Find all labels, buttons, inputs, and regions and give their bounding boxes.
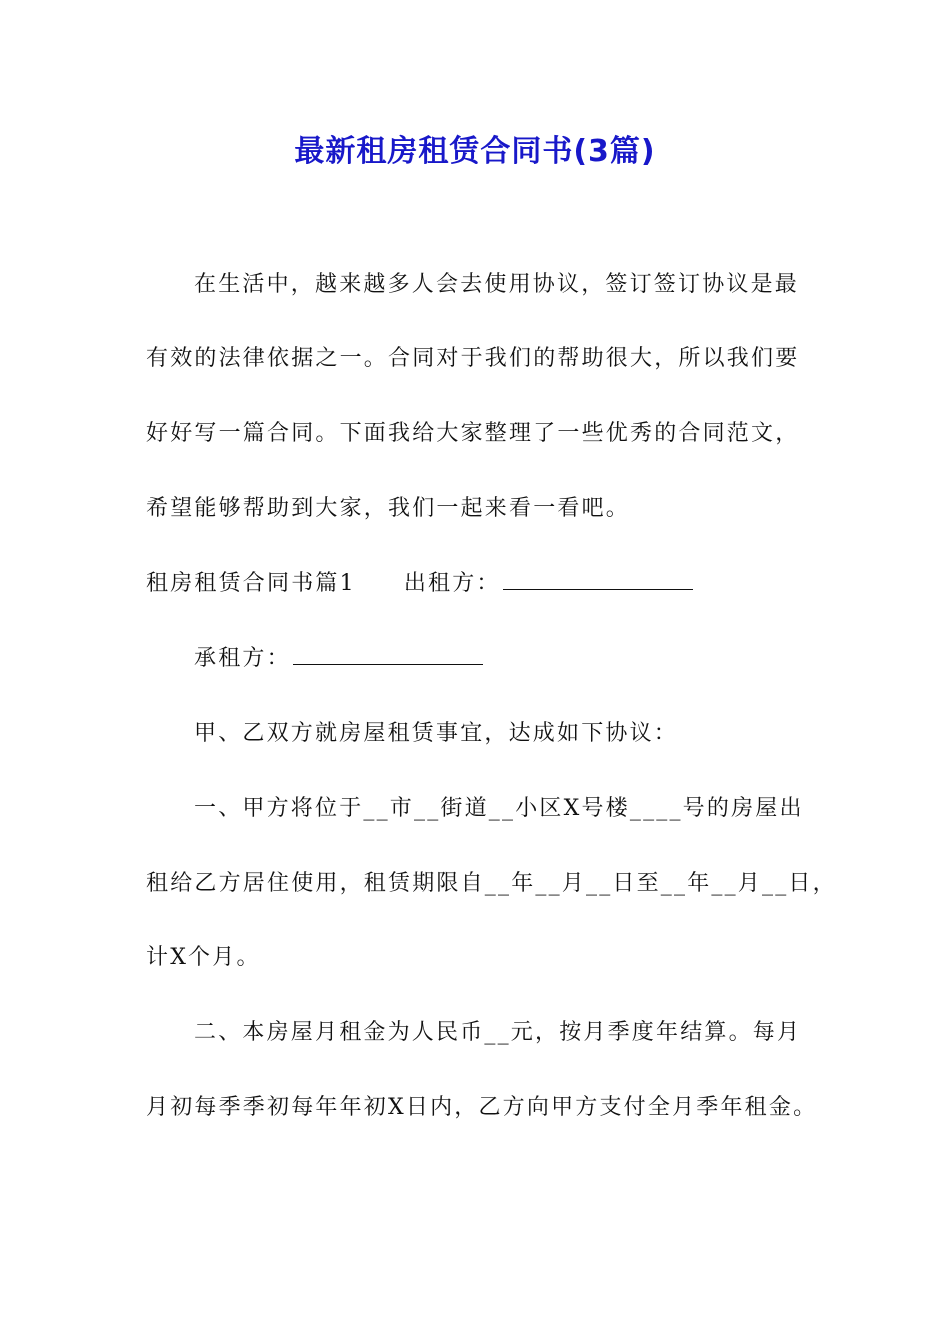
clause1-line-3: 计X个月。 [146,945,261,970]
section1-heading-row [146,567,693,601]
intro-line-2: 有效的法律依据之一。合同对于我们的帮助很大，所以我们要 [146,346,800,371]
agreement-line: 甲、乙双方就房屋租赁事宜，达成如下协议： [194,721,679,746]
clause1-line-2: 租给乙方居住使用，租赁期限自__年__月__日至__年__月__日， [146,871,837,896]
lessor-label: 出租方： [403,571,501,596]
intro-line-3: 好好写一篇合同。下面我给大家整理了一些优秀的合同范文， [146,421,800,446]
clause2-line-1: 二、本房屋月租金为人民币__元，按月季度年结算。每月 [194,1020,802,1045]
lessee-blank [293,642,483,665]
lessor-blank [503,567,693,590]
clause1-line-1: 一、甲方将位于__市__街道__小区X号楼____号的房屋出 [194,796,804,821]
intro-line-1: 在生活中，越来越多人会去使用协议，签订签订协议是最 [194,272,800,297]
lessee-row [194,642,483,676]
clause2-line-2: 月初每季季初每年年初X日内，乙方向甲方支付全月季年租金。 [146,1095,818,1120]
intro-line-4: 希望能够帮助到大家，我们一起来看一看吧。 [146,496,631,521]
lessee-label: 承租方： [194,646,291,671]
section1-heading: 租房租赁合同书篇1 [146,571,356,596]
document-title: 最新租房租赁合同书(3篇) [294,134,656,169]
